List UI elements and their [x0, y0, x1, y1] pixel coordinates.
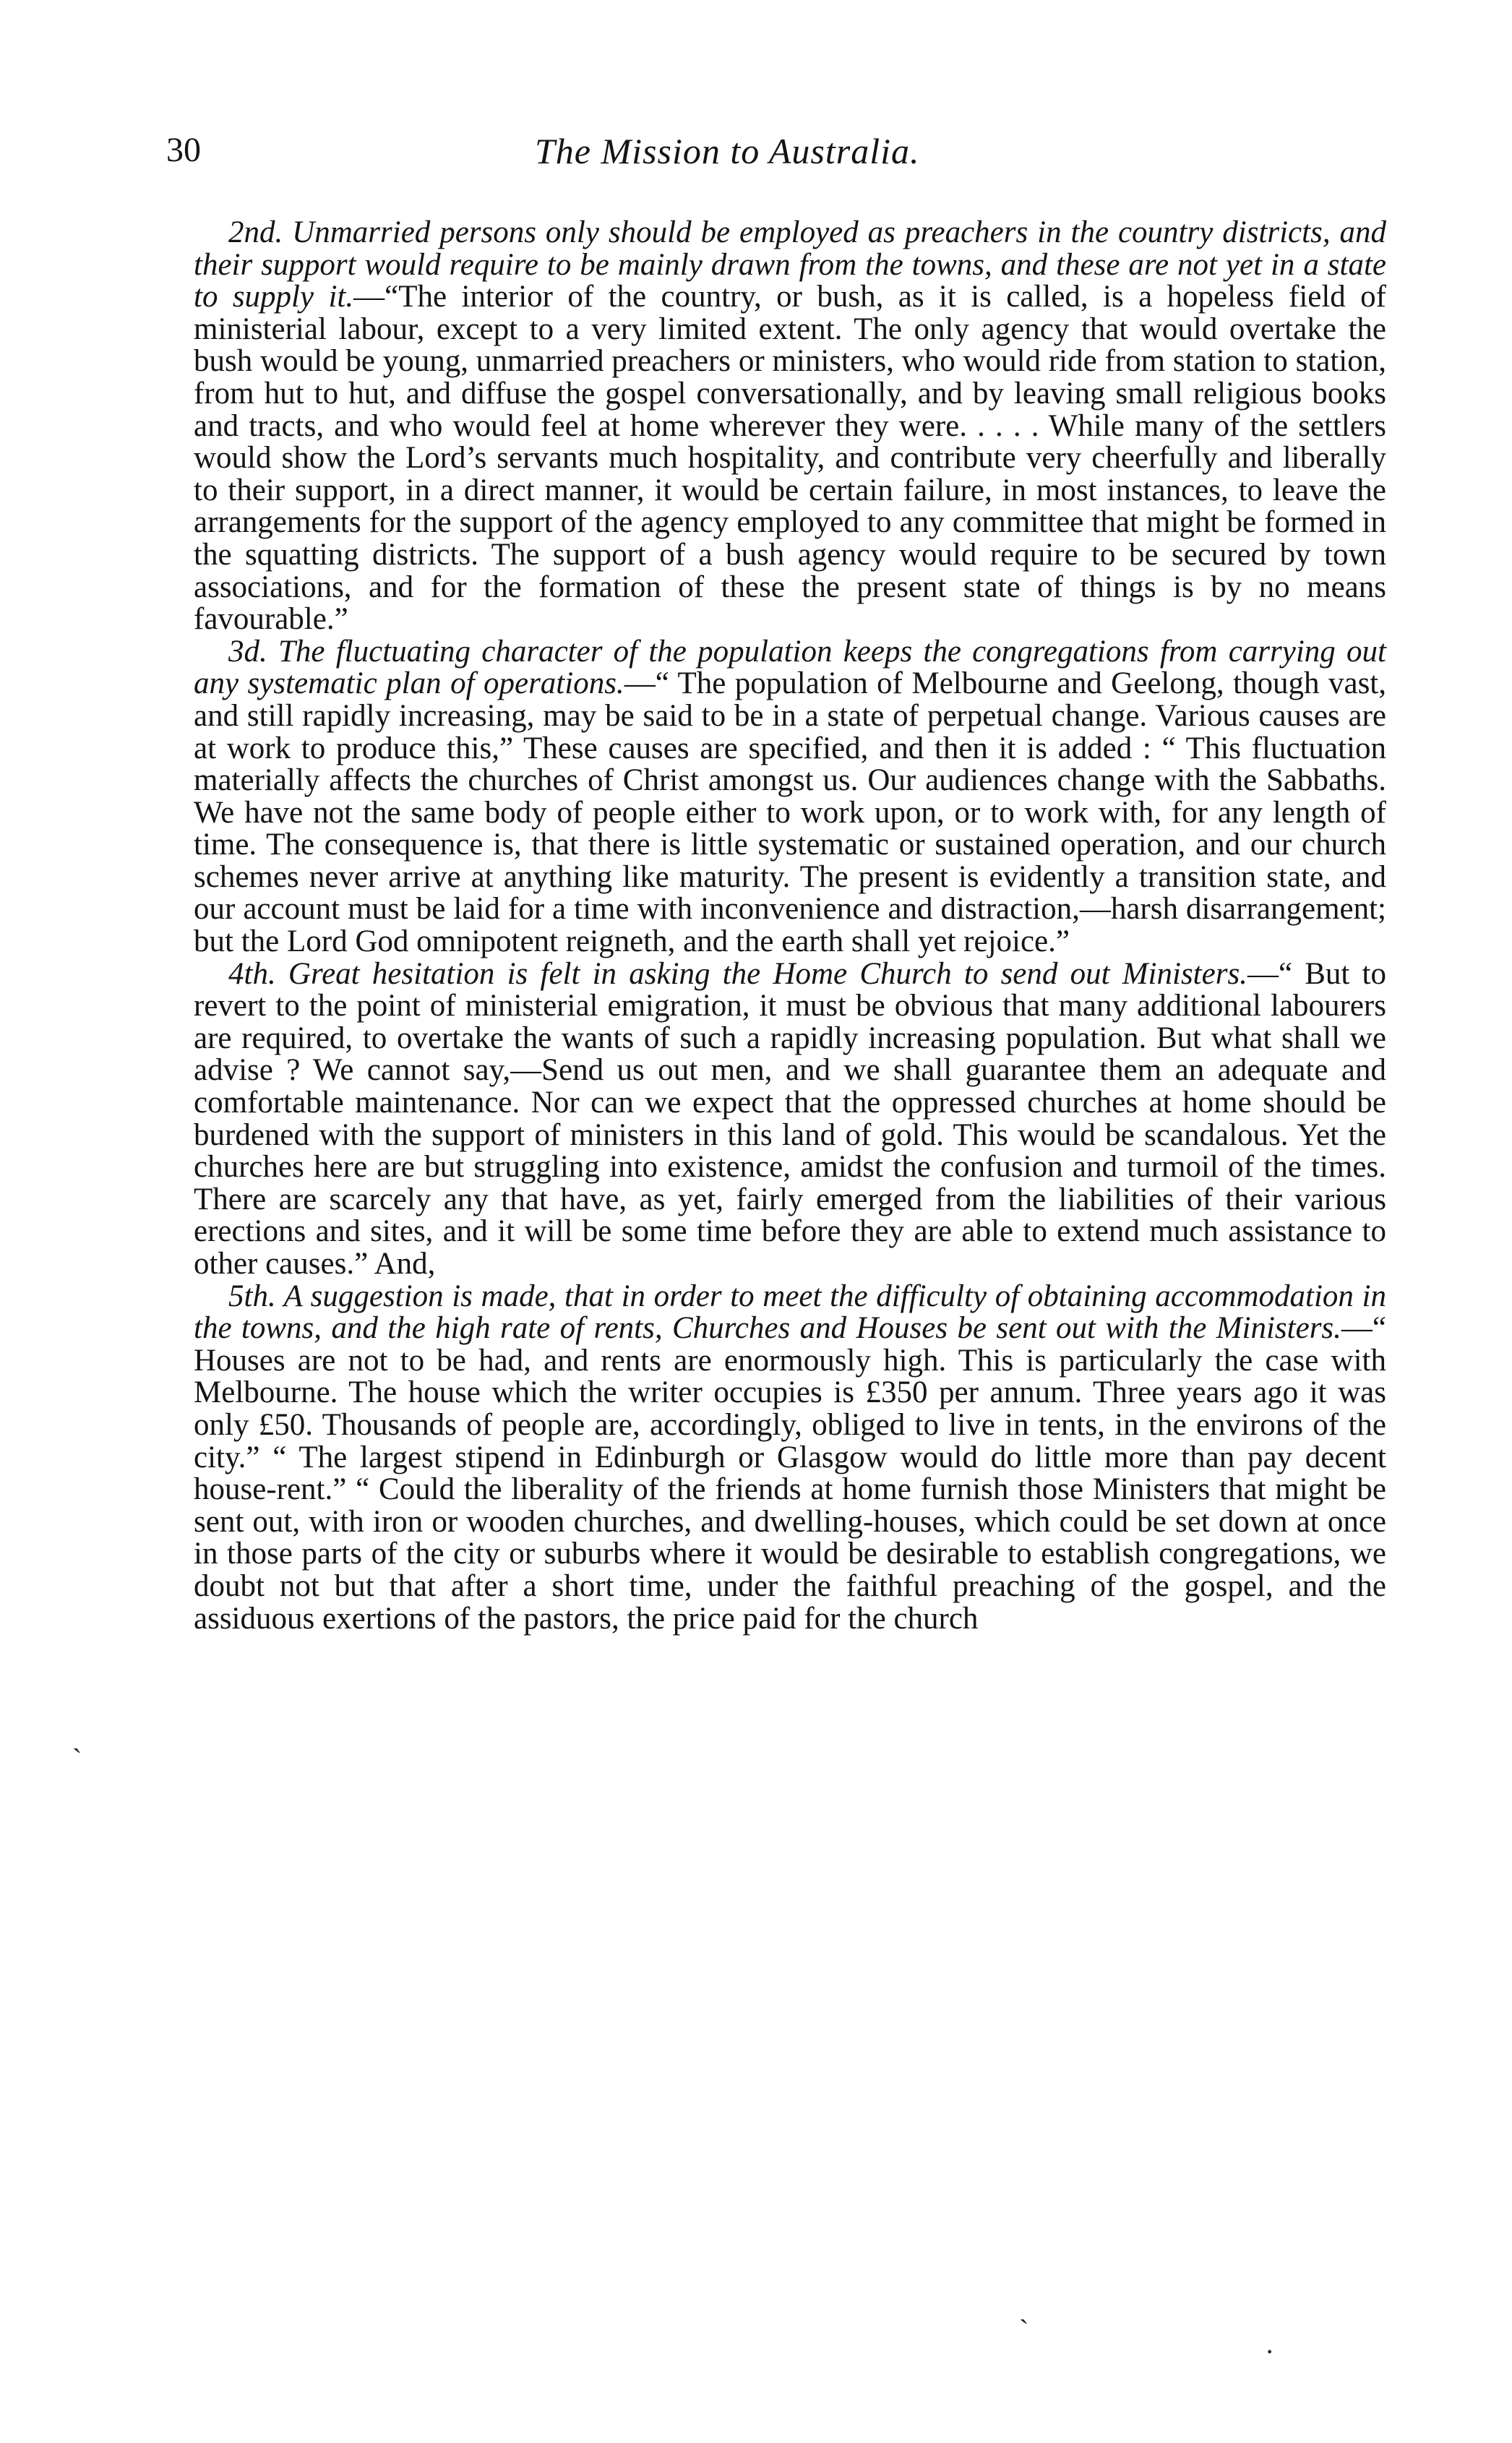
paragraph-4th — [194, 958, 1386, 1281]
print-speck: · — [1265, 2335, 1275, 2368]
running-title: The Mission to Australia. — [535, 131, 920, 171]
paragraph-body: —“ Houses are not to be had, and rents are enormously high. This is particularly the case with Melbourne. The house which the writer occupies is £350 per annum. Three years ago it was only £50. Thousands of people are, accordingly, obliged to live in tents, in the environs of the city.” “ The largest stipend in Edinburgh or Glasgow would do little more than pay decent house-rent.” “ Could the liberality of the friends at home furnish those Ministers that might be sent out, with iron or wooden churches, and dwelling-houses, which could be set down at once in those parts of the city or suburbs where it would be desirable to establish congregations, we doubt not but that after a short time, under the faithful preaching of the gospel, and the assiduous exertions of the pastors, the price paid for the church — [194, 1311, 1386, 1636]
paragraph-lead: 5th. A suggestion is made, that in order to meet the difficulty of obtaining accommodation in the towns, and the high rate of rents, Churches and Houses be sent out with the Ministers. — [194, 1279, 1386, 1346]
print-speck: ˋ — [1019, 2314, 1029, 2346]
body-text — [194, 217, 1386, 1635]
page-number: 30 — [166, 131, 201, 169]
paragraph-body: —“ The population of Melbourne and Geelong, though vast, and still rapidly increasing, may be said to be in a state of perpetual change. Various causes are at work to produce this,” These causes are specified, and then it is added : “ This fluctuation materially affects the churches of Christ amongst us. Our audiences change with the Sabbaths. We have not the same body of people either to work upon, or to work with, for any length of time. The consequence is, that there is little systematic or sustained operation, and our church schemes never arrive at anything like maturity. The present is evidently a transition state, and our account must be laid for a time with inconvenience and distraction,—harsh disarrangement; but the Lord God omnipotent reigneth, and the earth shall yet rejoice.” — [194, 666, 1387, 959]
page-header — [166, 130, 1388, 188]
paragraph-body: —“The interior of the country, or bush, as it is called, is a hopeless field of ministerial labour, except to a very limited extent. The only agency that would overtake the bush would be young, unmarried preachers or ministers, who would ride from station to station, from hut to hut, and diffuse the gospel conversationally, and by leaving small religious books and tracts, and who would feel at home wherever they were. . . . . While many of the settlers would show the Lord’s servants much hospitality, and contribute very cheerfully and liberally to their support, in a direct manner, it would be certain failure, in most instances, to leave the arrangements for the support of the agency employed to any committee that might be formed in the squatting districts. The support of a bush agency would require to be secured by town associations, and for the formation of these the present state of things is by no means favourable.” — [194, 280, 1387, 637]
paragraph-5th — [194, 1281, 1386, 1636]
paragraph-3d — [194, 636, 1386, 958]
paragraph-lead: 4th. Great hesitation is felt in asking the Home Church to send out Ministers. — [228, 956, 1247, 991]
paragraph-lead: 2nd. Unmarried persons only should be employed as preachers in the country districts, and their support would require to be mainly drawn from the towns, and these are not yet in a state to supply it. — [194, 215, 1386, 314]
print-speck: ˋ — [72, 1743, 82, 1775]
paragraph-body: —“ But to revert to the point of ministerial emigration, it must be obvious that many additional labourers are required, to overtake the wants of such a rapidly increasing population. But what shall we advise ? We cannot say,—Send us out men, and we shall guarantee them an adequate and comfortable maintenance. Nor can we expect that the oppressed churches at home should be burdened with the support of ministers in this land of gold. This would be scandalous. Yet the churches here are but struggling into existence, amidst the confusion and turmoil of the times. There are scarcely any that have, as yet, fairly emerged from the liabilities of their various erections and sites, and it will be some time before they are able to extend much assistance to other causes.” And, — [194, 956, 1386, 1281]
paragraph-lead: 3d. The fluctuating character of the population keeps the congregations from carrying out any systematic plan of operations. — [194, 634, 1386, 701]
paragraph-2nd — [194, 217, 1386, 636]
